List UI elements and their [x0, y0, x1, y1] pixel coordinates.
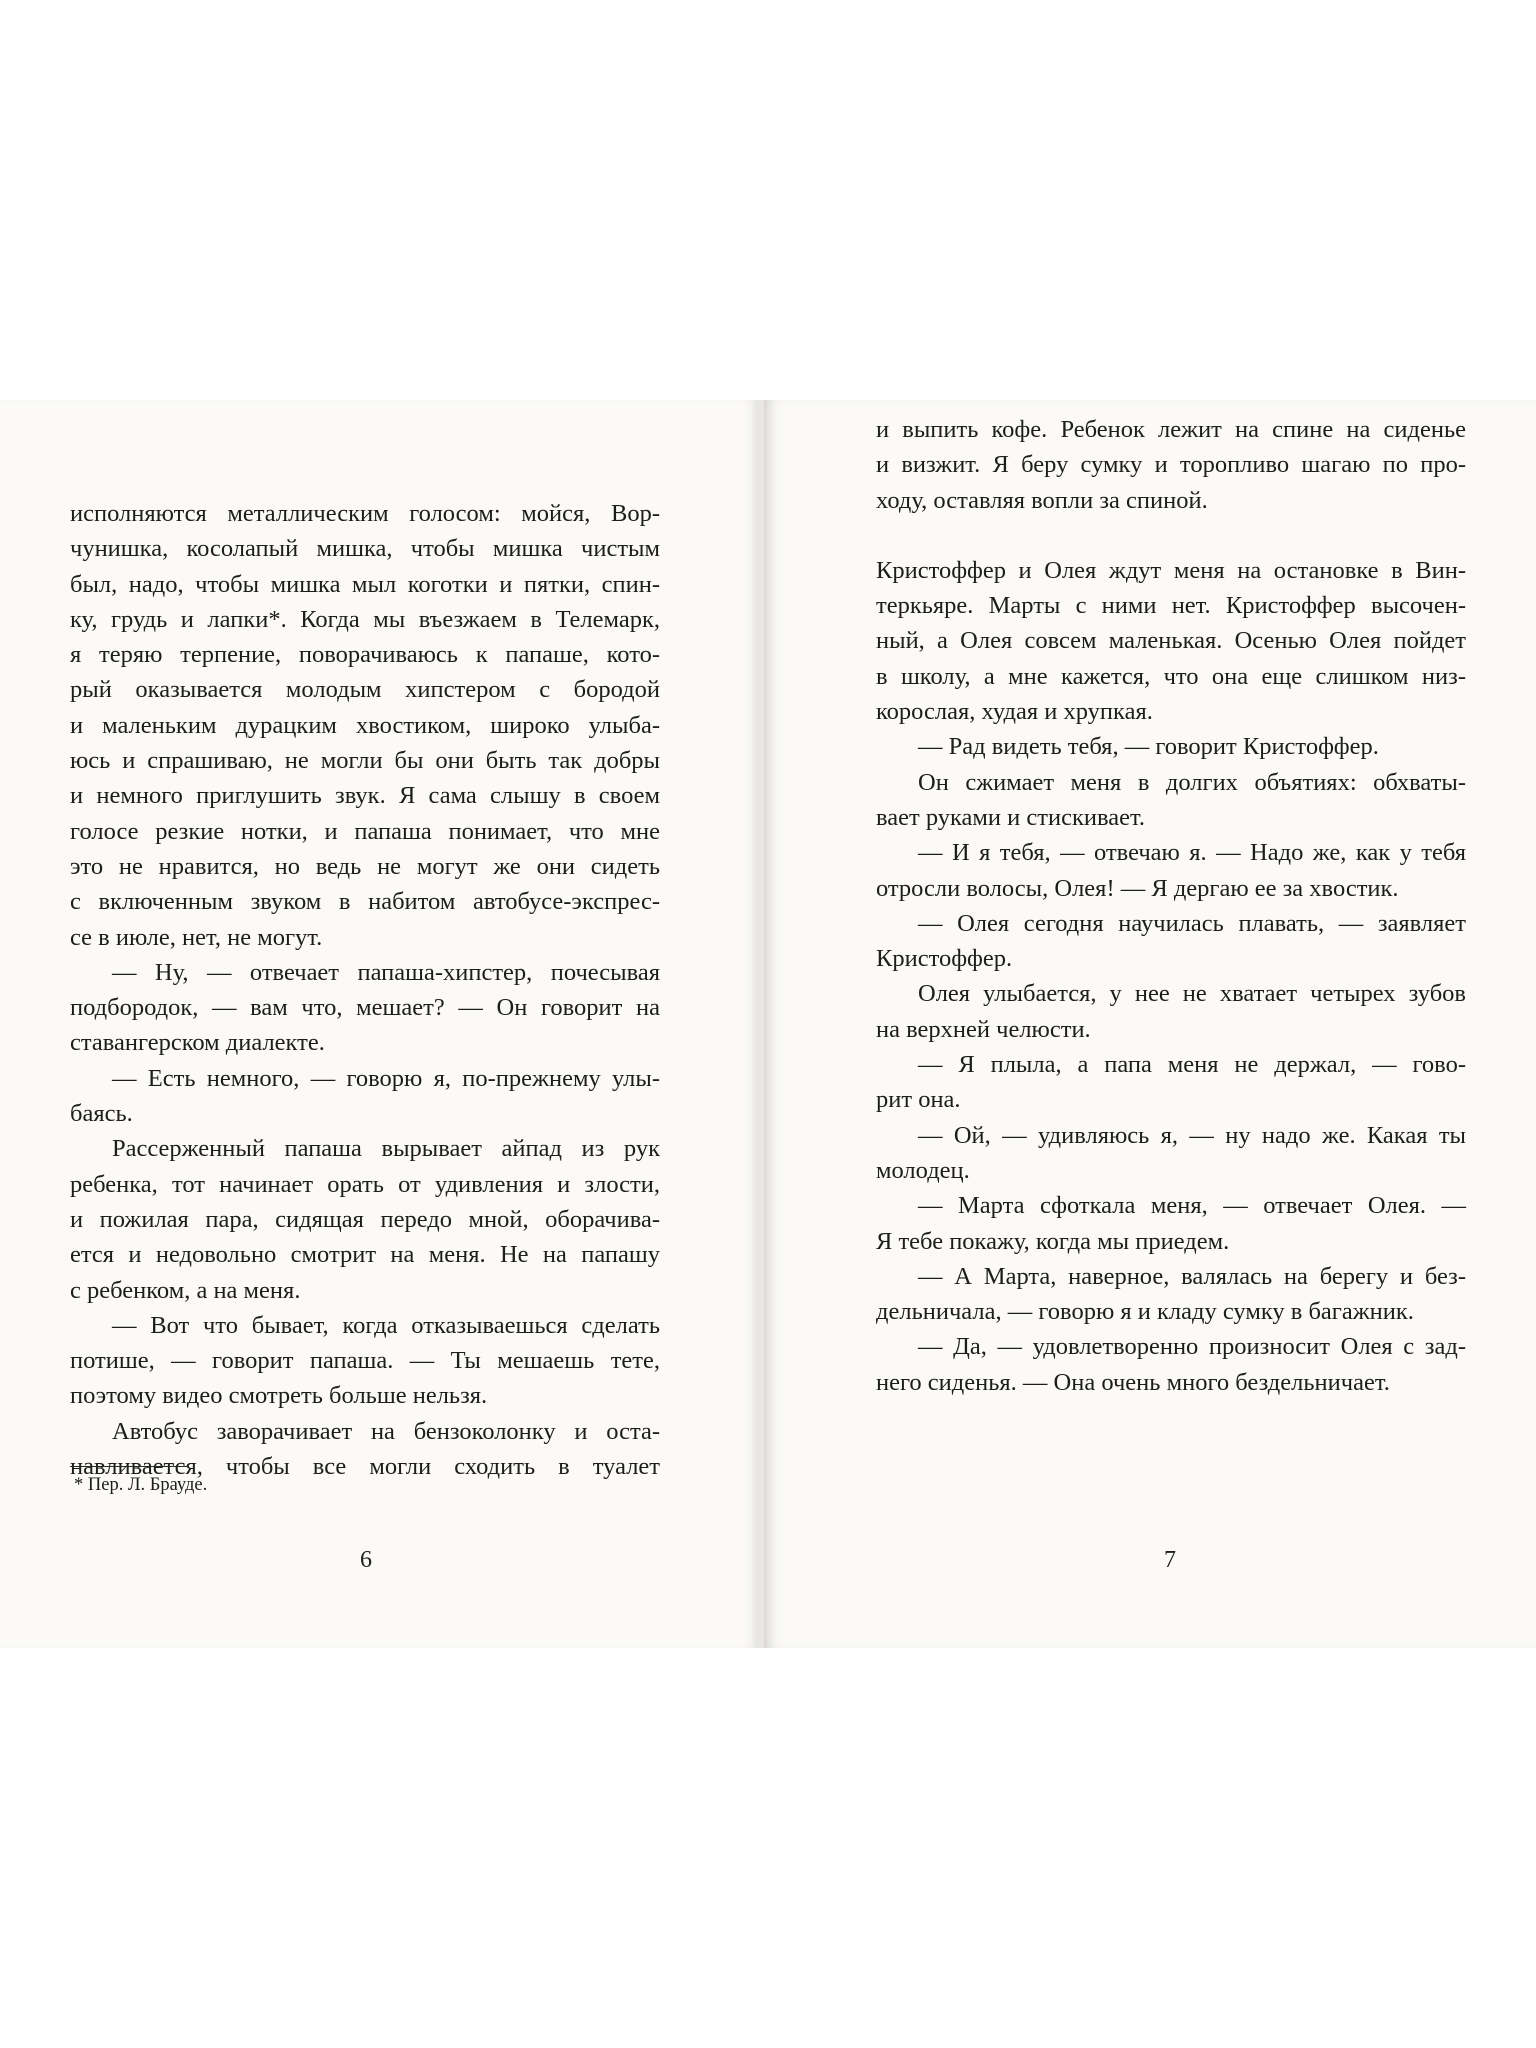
- text-line: рый оказывается молодым хипстером с бородой: [70, 676, 660, 704]
- text-line: — Ну, — отвечает папаша-хипстер, почесывая: [112, 958, 660, 986]
- right-page: [764, 400, 1536, 1648]
- left-page: [0, 400, 758, 1648]
- text-line: ребенка, тот начинает орать от удивления и злости,: [70, 1170, 660, 1198]
- text-line: вает руками и стискивает.: [876, 803, 1145, 831]
- text-line: был, надо, чтобы мишка мыл коготки и пятки, спин-: [70, 570, 660, 598]
- left-page-body-text: [70, 496, 660, 1484]
- text-line: ный, а Олея совсем маленькая. Осенью Олея пойдет: [876, 627, 1466, 655]
- text-line: ставангерском диалекте.: [70, 1029, 325, 1057]
- text-line: него сиденья. — Она очень много бездельничает.: [876, 1368, 1390, 1396]
- text-line: Олея улыбается, у нее не хватает четырех зубов: [918, 980, 1466, 1008]
- text-line: баясь.: [70, 1100, 133, 1128]
- text-line: и немного приглушить звук. Я сама слышу в своем: [70, 782, 660, 810]
- text-line: молодец.: [876, 1156, 970, 1184]
- text-line: на верхней челюсти.: [876, 1015, 1091, 1043]
- text-line: дельничала, — говорю я и кладу сумку в багажник.: [876, 1298, 1414, 1326]
- text-line: Автобус заворачивает на бензоколонку и оста-: [112, 1417, 660, 1445]
- text-line: и пожилая пара, сидящая передо мной, оборачива-: [70, 1205, 660, 1233]
- text-line: и маленьким дурацким хвостиком, широко улыба-: [70, 711, 660, 739]
- text-line: — Вот что бывает, когда отказываешься сделать: [112, 1311, 660, 1339]
- text-line: Я тебе покажу, когда мы приедем.: [876, 1227, 1230, 1255]
- text-line: — А Марта, наверное, валялась на берегу и без-: [918, 1262, 1466, 1290]
- text-line: теркьяре. Марты с ними нет. Кристоффер высочен-: [876, 592, 1466, 620]
- text-line: потише, — говорит папаша. — Ты мешаешь тете,: [70, 1347, 660, 1375]
- text-line: чунишка, косолапый мишка, чтобы мишка чистым: [70, 535, 660, 563]
- text-line: ку, грудь и лапки*. Когда мы въезжаем в Телемарк,: [70, 605, 660, 633]
- text-line: — И я тебя, — отвечаю я. — Надо же, как у тебя: [918, 839, 1466, 867]
- text-line: ходу, оставляя вопли за спиной.: [876, 486, 1208, 514]
- text-line: навливается, чтобы все могли сходить в туалет: [70, 1453, 660, 1481]
- text-line: голосе резкие нотки, и папаша понимает, что мне: [70, 817, 660, 845]
- text-line: исполняются металлическим голосом: мойся, Вор-: [70, 500, 660, 527]
- text-line: корослая, худая и хрупкая.: [876, 698, 1153, 726]
- text-line: — Ой, — удивляюсь я, — ну надо же. Какая ты: [918, 1121, 1466, 1149]
- text-line: — Рад видеть тебя, — говорит Кристоффер.: [918, 733, 1379, 761]
- text-line: я теряю терпение, поворачиваюсь к папаше, кото-: [70, 641, 660, 669]
- text-line: — Марта сфоткала меня, — отвечает Олея. —: [918, 1192, 1466, 1220]
- text-line: — Есть немного, — говорю я, по-прежнему улы-: [112, 1064, 660, 1092]
- footnote-divider: [70, 1466, 188, 1467]
- text-line: Кристоффер и Олея ждут меня на остановке в Вин-: [876, 556, 1466, 584]
- text-line: юсь и спрашиваю, не могли бы они быть так добры: [70, 747, 660, 775]
- section-break: [876, 518, 1466, 553]
- text-line: се в июле, нет, не могут.: [70, 923, 323, 951]
- text-line: с включенным звуком в набитом автобусе-экспрес-: [70, 888, 660, 916]
- text-line: Он сжимает меня в долгих объятиях: обхваты-: [918, 768, 1466, 796]
- book-spread: [0, 400, 1536, 1648]
- text-line: и выпить кофе. Ребенок лежит на спине на сиденье: [876, 416, 1466, 443]
- text-line: — Олея сегодня научилась плавать, — заявляет: [918, 909, 1466, 937]
- page-number-left: 6: [360, 1547, 372, 1573]
- text-line: — Я плыла, а папа меня не держал, — гово-: [918, 1051, 1466, 1079]
- text-line: отросли волосы, Олея! — Я дергаю ее за хвостик.: [876, 874, 1399, 902]
- text-line: ется и недовольно смотрит на меня. Не на папашу: [70, 1241, 660, 1269]
- text-line: в школу, а мне кажется, что она еще слишком низ-: [876, 662, 1466, 690]
- right-page-body-text: [876, 412, 1466, 1400]
- text-line: рит она.: [876, 1086, 961, 1114]
- text-line: и визжит. Я беру сумку и торопливо шагаю по про-: [876, 451, 1466, 479]
- text-line: подбородок, — вам что, мешает? — Он говорит на: [70, 994, 660, 1022]
- text-line: — Да, — удовлетворенно произносит Олея с зад-: [918, 1333, 1466, 1361]
- page-number-right: 7: [1164, 1547, 1176, 1573]
- text-line: с ребенком, а на меня.: [70, 1276, 301, 1304]
- text-line: Кристоффер.: [876, 945, 1013, 973]
- text-line: это не нравится, но ведь не могут же они сидеть: [70, 852, 660, 880]
- footnote: * Пер. Л. Брауде.: [74, 1475, 208, 1495]
- text-line: Рассерженный папаша вырывает айпад из рук: [112, 1135, 660, 1163]
- text-line: поэтому видео смотреть больше нельзя.: [70, 1382, 488, 1410]
